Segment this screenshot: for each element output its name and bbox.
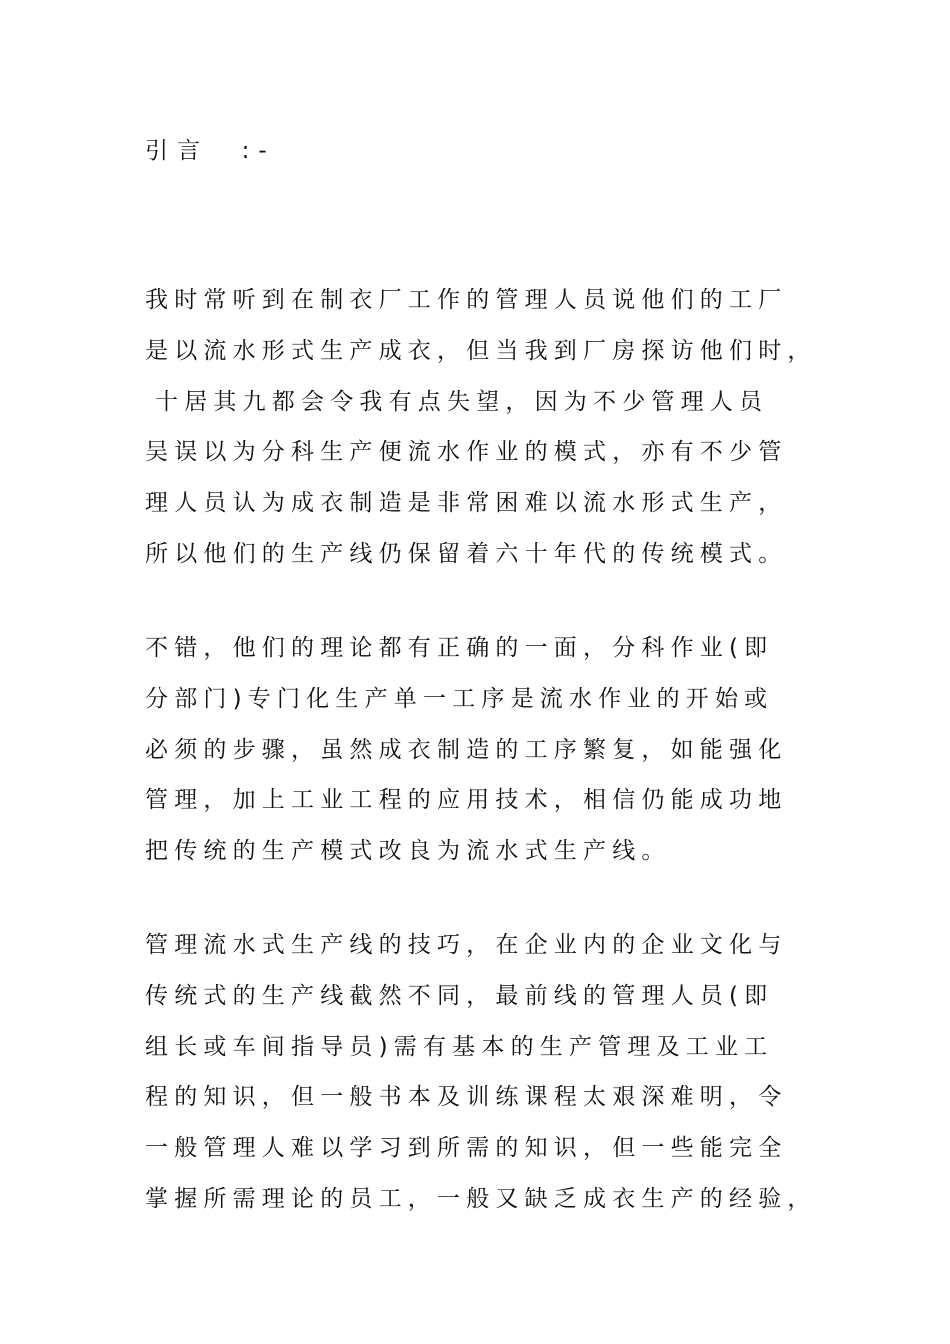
paragraph-3 [145,920,825,1225]
paragraph-line: 十居其九都会令我有点失望，因为不少管理人员 [155,388,769,415]
paragraph-line: 一般管理人难以学习到所需的知识，但一些能完全 [145,1135,788,1162]
paragraph-line: 掌握所需理论的员工，一般又缺乏成衣生产的经验， [145,1185,817,1212]
section-heading: 引言 :- [145,138,276,164]
paragraph-line: 我时常听到在制衣厂工作的管理人员说他们的工厂 [145,287,788,313]
paragraph-line: 管理，加上工业工程的应用技术，相信仍能成功地 [145,787,788,814]
paragraph-line: 传统式的生产线截然不同，最前线的管理人员(即 [145,982,774,1009]
paragraph-line: 理人员认为成衣制造是非常困难以流水形式生产， [145,490,788,517]
paragraph-line: 所以他们的生产线仍保留着六十年代的传统模式。 [145,540,788,567]
paragraph-line: 必须的步骤，虽然成衣制造的工序繁复，如能强化 [145,736,788,763]
paragraph-line: 分部门)专门化生产单一工序是流水作业的开始或 [145,685,774,712]
paragraph-line: 程的知识，但一般书本及训练课程太艰深难明，令 [145,1084,788,1111]
paragraph-line: 不错，他们的理论都有正确的一面，分科作业(即 [145,635,774,661]
paragraph-line: 组长或车间指导员)需有基本的生产管理及工业工 [145,1033,774,1060]
paragraph-2 [145,623,825,877]
paragraph-line: 是以流水形式生产成衣，但当我到厂房探访他们时， [145,337,817,364]
paragraph-1 [145,275,825,580]
paragraph-line: 吴误以为分科生产便流水作业的模式，亦有不少管 [145,439,788,466]
paragraph-line: 把传统的生产模式改良为流水式生产线。 [145,838,671,865]
paragraph-line: 管理流水式生产线的技巧，在企业内的企业文化与 [145,932,788,958]
